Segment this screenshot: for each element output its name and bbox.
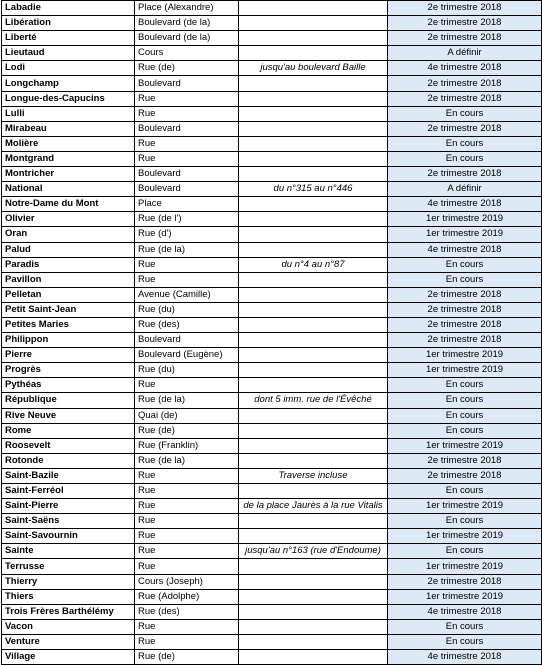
schedule-status-cell: En cours — [388, 484, 542, 499]
street-type-cell: Rue — [135, 619, 239, 634]
schedule-status-cell: 2e trimestre 2018 — [388, 302, 542, 317]
schedule-status-cell: 1er trimestre 2019 — [388, 212, 542, 227]
table-row — [2, 257, 542, 272]
table-row — [2, 604, 542, 619]
section-note-cell — [239, 650, 388, 665]
schedule-status-cell: 2e trimestre 2018 — [388, 333, 542, 348]
table-row — [2, 106, 542, 121]
street-type-cell: Rue (de la) — [135, 393, 239, 408]
schedule-status-cell: 2e trimestre 2018 — [388, 91, 542, 106]
street-type-cell: Rue — [135, 544, 239, 559]
street-name-cell: Thierry — [2, 574, 135, 589]
section-note-cell: de la place Jaurès à la rue Vitalis — [239, 499, 388, 514]
schedule-status-cell: 2e trimestre 2018 — [388, 76, 542, 91]
street-type-cell: Rue (de la) — [135, 242, 239, 257]
street-name-cell: Roosevelt — [2, 438, 135, 453]
table-row — [2, 1, 542, 16]
table-row — [2, 438, 542, 453]
table-row — [2, 468, 542, 483]
schedule-status-cell: 1er trimestre 2019 — [388, 529, 542, 544]
table-row — [2, 408, 542, 423]
section-note-cell — [239, 408, 388, 423]
street-type-cell: Rue (des) — [135, 317, 239, 332]
street-type-cell: Place — [135, 197, 239, 212]
table-row — [2, 529, 542, 544]
section-note-cell — [239, 529, 388, 544]
street-name-cell: Sainte — [2, 544, 135, 559]
street-type-cell: Rue — [135, 272, 239, 287]
street-name-cell: Paradis — [2, 257, 135, 272]
section-note-cell — [239, 363, 388, 378]
street-name-cell: Trois Frères Barthélémy — [2, 604, 135, 619]
table-row — [2, 453, 542, 468]
schedule-status-cell: 2e trimestre 2018 — [388, 16, 542, 31]
table-row — [2, 559, 542, 574]
table-row — [2, 333, 542, 348]
street-name-cell: Saint-Bazile — [2, 468, 135, 483]
table-row — [2, 272, 542, 287]
street-type-cell: Boulevard (de la) — [135, 31, 239, 46]
street-type-cell: Boulevard — [135, 121, 239, 136]
street-name-cell: National — [2, 182, 135, 197]
section-note-cell — [239, 317, 388, 332]
street-name-cell: Village — [2, 650, 135, 665]
street-type-cell: Rue (de) — [135, 650, 239, 665]
schedule-status-cell: En cours — [388, 423, 542, 438]
schedule-status-cell: 1er trimestre 2019 — [388, 589, 542, 604]
street-name-cell: Palud — [2, 242, 135, 257]
street-name-cell: Lulli — [2, 106, 135, 121]
street-type-cell: Rue (du) — [135, 302, 239, 317]
schedule-status-cell: 2e trimestre 2018 — [388, 287, 542, 302]
street-type-cell: Boulevard (Eugène) — [135, 348, 239, 363]
street-name-cell: Mirabeau — [2, 121, 135, 136]
section-note-cell — [239, 151, 388, 166]
street-name-cell: Liberté — [2, 31, 135, 46]
section-note-cell — [239, 287, 388, 302]
schedule-status-cell: En cours — [388, 136, 542, 151]
street-name-cell: Saint-Ferréol — [2, 484, 135, 499]
section-note-cell — [239, 272, 388, 287]
table-row — [2, 61, 542, 76]
street-name-cell: Venture — [2, 634, 135, 649]
section-note-cell — [239, 46, 388, 61]
street-name-cell: Philippon — [2, 333, 135, 348]
section-note-cell — [239, 453, 388, 468]
table-row — [2, 16, 542, 31]
section-note-cell: Traverse incluse — [239, 468, 388, 483]
table-row — [2, 619, 542, 634]
street-type-cell: Rue — [135, 514, 239, 529]
street-name-cell: Saint-Savournin — [2, 529, 135, 544]
schedule-status-cell: 1er trimestre 2019 — [388, 559, 542, 574]
street-type-cell: Rue — [135, 484, 239, 499]
street-name-cell: Notre-Dame du Mont — [2, 197, 135, 212]
street-type-cell: Rue — [135, 91, 239, 106]
street-name-cell: Oran — [2, 227, 135, 242]
street-name-cell: Montgrand — [2, 151, 135, 166]
street-name-cell: Progrès — [2, 363, 135, 378]
street-name-cell: Lodi — [2, 61, 135, 76]
table-row — [2, 317, 542, 332]
section-note-cell — [239, 1, 388, 16]
section-note-cell — [239, 91, 388, 106]
section-note-cell — [239, 438, 388, 453]
street-type-cell: Rue (Adolphe) — [135, 589, 239, 604]
street-type-cell: Boulevard (de la) — [135, 16, 239, 31]
schedule-status-cell: En cours — [388, 514, 542, 529]
table-row — [2, 348, 542, 363]
table-row — [2, 227, 542, 242]
table-row — [2, 544, 542, 559]
street-name-cell: Rive Neuve — [2, 408, 135, 423]
section-note-cell — [239, 212, 388, 227]
table-row — [2, 121, 542, 136]
street-name-cell: Rotonde — [2, 453, 135, 468]
table-body — [2, 1, 542, 665]
street-type-cell: Cours (Joseph) — [135, 574, 239, 589]
schedule-status-cell: 1er trimestre 2019 — [388, 438, 542, 453]
street-type-cell: Boulevard — [135, 76, 239, 91]
schedule-status-cell: En cours — [388, 378, 542, 393]
section-note-cell: du n°315 au n°446 — [239, 182, 388, 197]
table-row — [2, 242, 542, 257]
schedule-status-cell: 2e trimestre 2018 — [388, 31, 542, 46]
section-note-cell: jusqu'au boulevard Baille — [239, 61, 388, 76]
schedule-status-cell: En cours — [388, 408, 542, 423]
section-note-cell: jusqu'au n°163 (rue d'Endoume) — [239, 544, 388, 559]
table-row — [2, 136, 542, 151]
street-type-cell: Rue — [135, 529, 239, 544]
table-row — [2, 31, 542, 46]
section-note-cell — [239, 136, 388, 151]
section-note-cell — [239, 589, 388, 604]
schedule-status-cell: En cours — [388, 151, 542, 166]
section-note-cell — [239, 604, 388, 619]
section-note-cell — [239, 333, 388, 348]
section-note-cell — [239, 302, 388, 317]
section-note-cell — [239, 76, 388, 91]
street-type-cell: Rue (d') — [135, 227, 239, 242]
schedule-status-cell: 2e trimestre 2018 — [388, 574, 542, 589]
section-note-cell — [239, 634, 388, 649]
table-row — [2, 182, 542, 197]
schedule-status-cell: En cours — [388, 634, 542, 649]
schedule-status-cell: 4e trimestre 2018 — [388, 61, 542, 76]
table-row — [2, 302, 542, 317]
street-type-cell: Rue (de) — [135, 423, 239, 438]
schedule-status-cell: 4e trimestre 2018 — [388, 650, 542, 665]
street-name-cell: Vacon — [2, 619, 135, 634]
table-row — [2, 212, 542, 227]
street-type-cell: Place (Alexandre) — [135, 1, 239, 16]
table-row — [2, 650, 542, 665]
street-name-cell: Saint-Pierre — [2, 499, 135, 514]
street-name-cell: Petit Saint-Jean — [2, 302, 135, 317]
section-note-cell — [239, 167, 388, 182]
section-note-cell — [239, 197, 388, 212]
schedule-status-cell: 4e trimestre 2018 — [388, 197, 542, 212]
street-type-cell: Rue (des) — [135, 604, 239, 619]
street-name-cell: République — [2, 393, 135, 408]
schedule-status-cell: 2e trimestre 2018 — [388, 167, 542, 182]
street-name-cell: Montricher — [2, 167, 135, 182]
schedule-status-cell: 1er trimestre 2019 — [388, 499, 542, 514]
street-type-cell: Avenue (Camille) — [135, 287, 239, 302]
section-note-cell — [239, 574, 388, 589]
section-note-cell — [239, 106, 388, 121]
schedule-status-cell: En cours — [388, 619, 542, 634]
table-row — [2, 287, 542, 302]
section-note-cell — [239, 619, 388, 634]
street-name-cell: Pavillon — [2, 272, 135, 287]
schedule-status-cell: 4e trimestre 2018 — [388, 242, 542, 257]
section-note-cell — [239, 378, 388, 393]
schedule-status-cell: 2e trimestre 2018 — [388, 453, 542, 468]
street-type-cell: Rue (de l') — [135, 212, 239, 227]
section-note-cell — [239, 514, 388, 529]
schedule-status-cell: 1er trimestre 2019 — [388, 348, 542, 363]
street-type-cell: Rue — [135, 499, 239, 514]
street-type-cell: Rue — [135, 634, 239, 649]
table-row — [2, 151, 542, 166]
table-row — [2, 378, 542, 393]
schedule-status-cell: En cours — [388, 544, 542, 559]
street-type-cell: Rue (de) — [135, 61, 239, 76]
table-row — [2, 197, 542, 212]
street-name-cell: Longchamp — [2, 76, 135, 91]
street-type-cell: Rue — [135, 468, 239, 483]
section-note-cell — [239, 348, 388, 363]
street-name-cell: Pythéas — [2, 378, 135, 393]
schedule-status-cell: 2e trimestre 2018 — [388, 317, 542, 332]
schedule-status-cell: 1er trimestre 2019 — [388, 227, 542, 242]
schedule-status-cell: En cours — [388, 272, 542, 287]
section-note-cell — [239, 16, 388, 31]
section-note-cell — [239, 484, 388, 499]
street-name-cell: Molière — [2, 136, 135, 151]
street-type-cell: Rue (de la) — [135, 453, 239, 468]
table-row — [2, 76, 542, 91]
table-row — [2, 484, 542, 499]
street-type-cell: Rue — [135, 136, 239, 151]
table-row — [2, 363, 542, 378]
street-works-table — [1, 0, 542, 665]
street-name-cell: Terrusse — [2, 559, 135, 574]
street-name-cell: Thiers — [2, 589, 135, 604]
section-note-cell — [239, 31, 388, 46]
section-note-cell — [239, 227, 388, 242]
section-note-cell — [239, 242, 388, 257]
schedule-status-cell: En cours — [388, 393, 542, 408]
table-row — [2, 167, 542, 182]
street-type-cell: Rue — [135, 378, 239, 393]
schedule-status-cell: En cours — [388, 106, 542, 121]
street-type-cell: Boulevard — [135, 167, 239, 182]
street-type-cell: Rue (Franklin) — [135, 438, 239, 453]
street-name-cell: Petites Maries — [2, 317, 135, 332]
section-note-cell — [239, 559, 388, 574]
street-name-cell: Rome — [2, 423, 135, 438]
street-name-cell: Libération — [2, 16, 135, 31]
schedule-status-cell: 1er trimestre 2019 — [388, 363, 542, 378]
schedule-status-cell: 4e trimestre 2018 — [388, 604, 542, 619]
street-type-cell: Rue — [135, 151, 239, 166]
schedule-status-cell: A définir — [388, 182, 542, 197]
section-note-cell — [239, 121, 388, 136]
table-row — [2, 514, 542, 529]
table-row — [2, 91, 542, 106]
schedule-status-cell: A définir — [388, 46, 542, 61]
table-row — [2, 589, 542, 604]
street-name-cell: Olivier — [2, 212, 135, 227]
schedule-status-cell: En cours — [388, 257, 542, 272]
schedule-status-cell: 2e trimestre 2018 — [388, 468, 542, 483]
street-type-cell: Rue — [135, 106, 239, 121]
table-row — [2, 499, 542, 514]
table-row — [2, 423, 542, 438]
table-row — [2, 574, 542, 589]
street-name-cell: Pierre — [2, 348, 135, 363]
table-row — [2, 46, 542, 61]
street-type-cell: Rue — [135, 559, 239, 574]
street-type-cell: Rue — [135, 257, 239, 272]
street-type-cell: Quai (de) — [135, 408, 239, 423]
street-type-cell: Boulevard — [135, 333, 239, 348]
street-type-cell: Cours — [135, 46, 239, 61]
street-type-cell: Boulevard — [135, 182, 239, 197]
street-name-cell: Saint-Saëns — [2, 514, 135, 529]
street-name-cell: Lieutaud — [2, 46, 135, 61]
street-name-cell: Pelletan — [2, 287, 135, 302]
table-row — [2, 393, 542, 408]
schedule-status-cell: 2e trimestre 2018 — [388, 121, 542, 136]
section-note-cell: dont 5 imm. rue de l'Évêché — [239, 393, 388, 408]
table-row — [2, 634, 542, 649]
schedule-status-cell: 2e trimestre 2018 — [388, 1, 542, 16]
section-note-cell — [239, 423, 388, 438]
section-note-cell: du n°4 au n°87 — [239, 257, 388, 272]
street-name-cell: Labadie — [2, 1, 135, 16]
street-name-cell: Longue-des-Capucins — [2, 91, 135, 106]
street-type-cell: Rue (du) — [135, 363, 239, 378]
